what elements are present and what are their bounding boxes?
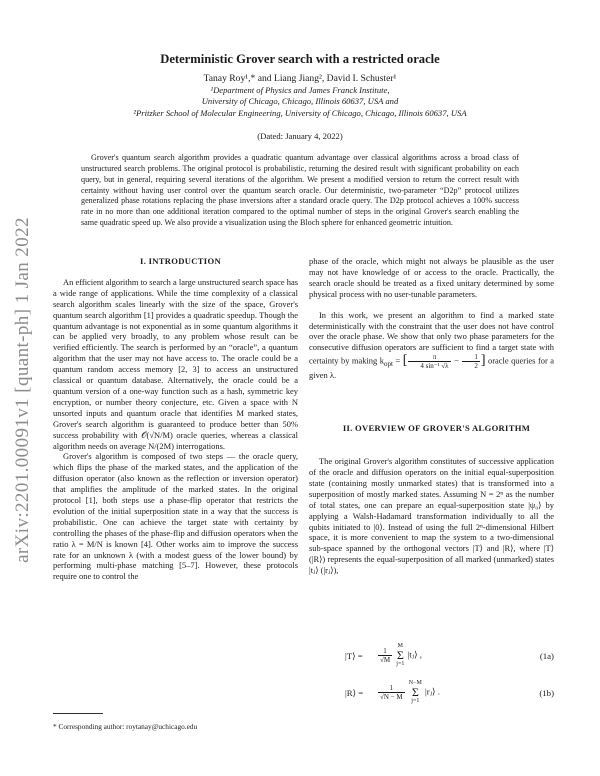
footnote-divider [53, 713, 103, 714]
left-column [53, 256, 298, 582]
equation-1a [309, 643, 554, 669]
eq1a-coefficient-numerator: 1 [378, 647, 392, 656]
eq1b-rhs [377, 680, 440, 705]
author-list: Tanay Roy¹,* and Liang Jiang², David I. Schuster¹ [203, 73, 397, 84]
pi-fraction-numerator: π [408, 353, 450, 362]
eq1b-number: (1b) [539, 688, 554, 698]
eq1a-rhs [377, 643, 422, 668]
equation-1b [309, 680, 554, 706]
kopt-subscript: opt [383, 360, 393, 369]
eq1a-sum-upper: M [397, 643, 403, 649]
right-column [309, 256, 554, 576]
half-denominator: 2 [474, 362, 478, 371]
eq1b-sum-upper: N−M [408, 680, 422, 686]
affiliation-1-line2: University of Chicago, Chicago, Illinois 60637, USA and [201, 96, 399, 106]
paragraph-text-end: oracle queries for a given λ. [309, 355, 555, 381]
section-heading-introduction: I. INTRODUCTION [140, 256, 221, 266]
pi-fraction [408, 353, 450, 370]
eq1a-coefficient-denominator: √M [380, 656, 391, 664]
abstract: Grover's quantum search algorithm provides a quadratic quantum advantage over classical algorithms across a broad class of unstructured search problems. The original protocol is probabilistic, returning the desired result with significant probability on each query, but in general, requiring several iterations of the algorithm. We present a modified version to return the correct result with certainty without having user control over the quantum search oracle. Our deterministic, two-parameter “D2p” protocol utilizes generalized phase rotations replacing the phase inversions after a standard oracle query. The D2p protocol achieves a 100% success rate in no more than one additional iteration compared to the optimal number of steps in the original Grover's search enabling the same quadratic speed up. We also provide a visualization using the Bloch sphere for enhanced geometric intuition. [81, 153, 519, 228]
date-line: (Dated: January 4, 2022) [257, 131, 343, 141]
eq1b-coefficient [378, 684, 405, 701]
eq1b-coefficient-numerator: 1 [378, 684, 405, 693]
eq1a-sum-lower: j=1 [396, 661, 405, 667]
intro-paragraph-2: Grover's algorithm is composed of two steps — the oracle query, which flips the phase of the marked states, and the application of the diffusion operator (also known as the reflection or inversion operator) that amplifies the amplitude of the marked states. In the original protocol [1], both steps use a phase-flip operator that restricts the evolution of the initial superposition state in a way that the success is probabilistic. One can achieve the target state with certainty by controlling the phases of the phase-flip and diffusion operators when the ratio λ = M/N is known [4]. Other works aim to improve the success rate for an unknown λ (with a modest guess of the lower bound) by performing multi-phase matching [5–7]. However, these protocols require one to control the [53, 451, 298, 582]
half-numerator: 1 [462, 353, 480, 362]
affiliation-1 [40, 85, 560, 107]
eq1a-summation [396, 643, 404, 668]
eq1a-number: (1a) [539, 651, 554, 661]
minus-sign: − [451, 355, 462, 366]
footnote-corresponding-author: * Corresponding author: roytanay@uchicago.edu [53, 722, 198, 731]
right-paragraph-2 [309, 310, 554, 382]
eq1b-coefficient-denominator: √N − M [380, 693, 403, 701]
right-paragraph-1: phase of the oracle, which might not always be plausible as the user may not have knowledge of or access to the oracle. Practically, the search oracle should be treated as a fixed unitary determined by some physical process with no user-tunable parameters. [309, 256, 554, 299]
paper-title: Deterministic Grover search with a restricted oracle [160, 52, 440, 66]
intro-paragraph-1: An efficient algorithm to search a large unstructured search space has a wide range of applications. While the time complexity of a classical search algorithm scales linearly with the size of the space, Grover's quantum search algorithm [1] provides a quadratic speedup. Though the quantum advantage is not exponential as in some quantum algorithms it can be applied very broadly, to any problem whose result can be verified efficiently. The search is performed by an “oracle”, a quantum algorithm that the user may not have access to. The oracle could be a quantum random access memory [2, 3] to access an unstructured classical or quantum database. Alternatively, the oracle could be a quantum version of a one-way function such as a hash, symmetric key encryption, or number theory conjecture, etc. Given a space with N unsorted inputs and quantum oracle that identifies M marked states, Grover's search algorithm is guaranteed to produce better than 50% success probability with 𝒪(√N/M) oracle queries, whereas a classical algorithm needs on average N/(2M) interrogations. [53, 276, 298, 451]
affiliation-1-line1: ¹Department of Physics and James Franck Institute, [210, 85, 390, 95]
eq1a-coefficient [378, 647, 392, 664]
overview-paragraph-1: The original Grover's algorithm constitutes of successive application of the oracle and diffusion operators on the initial equal-superposition state (containing mostly unmarked states) that is transformed into a superposition of mostly marked states. Assuming N = 2ⁿ as the number of total states, one can prepare an equal-superposition state |ψ₀⟩ by applying a Walsh-Hadamard transformation individually to all the qubits initiated to |0⟩. Instead of using the full 2ⁿ-dimensional Hilbert space, it is more convenient to map the system to a two-dimensional sub-space spanned by the orthogonal vectors |T⟩ and |R⟩, where |T⟩ (|R⟩) represents the equal-superposition of all marked (unmarked) states |tⱼ⟩ (|rⱼ⟩), [309, 456, 554, 576]
eq1a-term: |tⱼ⟩ , [407, 649, 422, 660]
eq1b-sum-lower: j=1 [411, 698, 420, 704]
pi-fraction-denominator: 4 sin⁻¹ √λ [420, 362, 449, 371]
sigma-symbol: Σ [411, 685, 419, 699]
section-heading-overview: II. OVERVIEW OF GROVER'S ALGORITHM [342, 423, 531, 434]
sigma-symbol: Σ [396, 648, 404, 662]
eq1b-term: |rⱼ⟩ . [425, 686, 440, 697]
affiliation-2: ²Pritzker School of Molecular Engineering, University of Chicago, Chicago, Illinois 60637, USA [133, 108, 467, 118]
floor-bracket-right: ] [480, 353, 486, 369]
eq1a-lhs: |T⟩ = [345, 651, 363, 661]
paragraph-text: In this work, we present an algorithm to find a marked state deterministically with the constraint that the user does not have control over the oracle phase. We show that only two phase parameters for the consecutive diffusion operators are sufficient to find a target state with certainty by making k [309, 309, 554, 366]
eq1b-lhs: |R⟩ = [345, 688, 364, 698]
eq1b-summation [409, 680, 422, 705]
arxiv-identifier-text: arXiv:2201.00091v1 [quant-ph] 1 Jan 2022 [12, 217, 33, 563]
half-fraction [462, 353, 480, 370]
arxiv-identifier [8, 200, 38, 580]
floor-bracket-left: [ [402, 353, 408, 369]
equals-sign: = [392, 355, 403, 366]
